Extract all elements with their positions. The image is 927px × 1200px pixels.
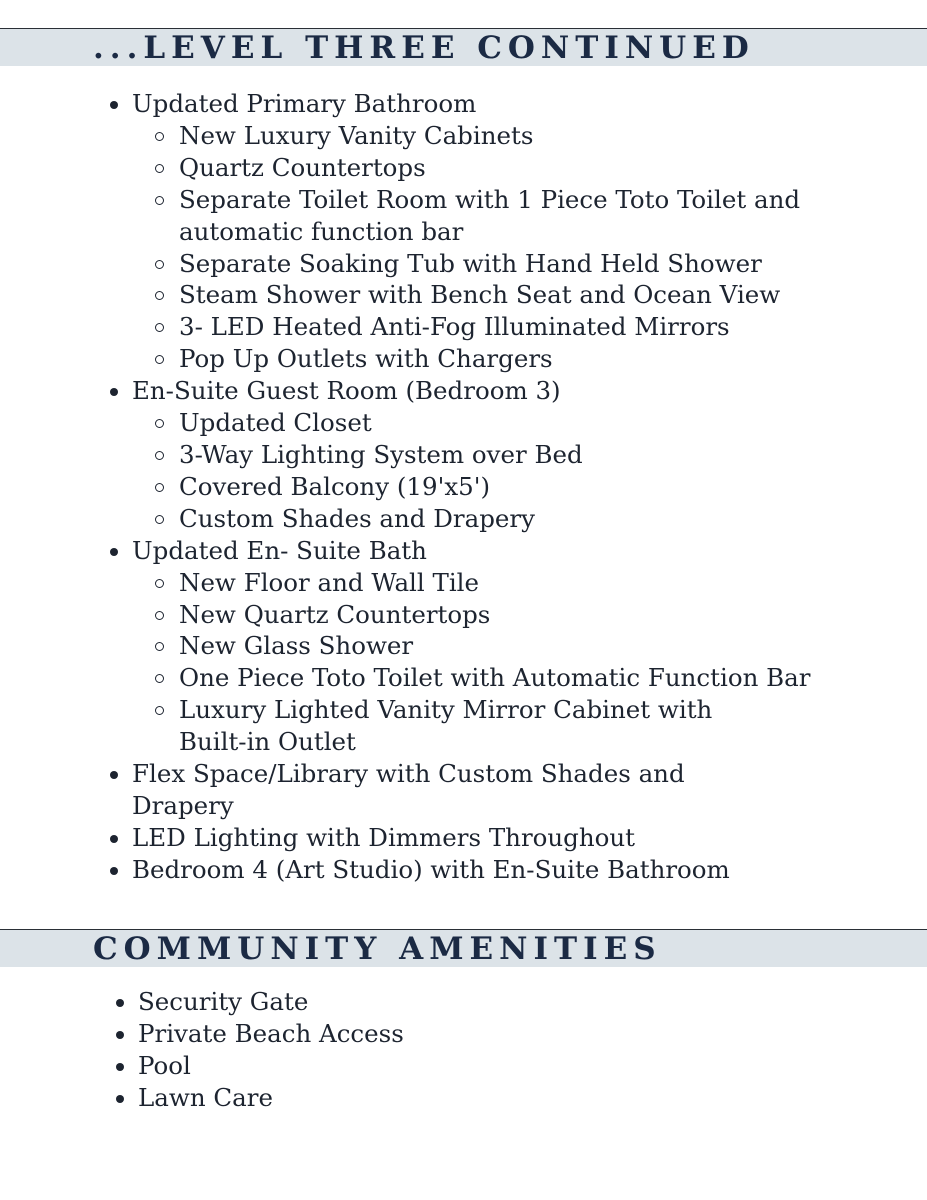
sub-list-item: Quartz Countertops xyxy=(132,152,906,184)
sub-list-item: Luxury Lighted Vanity Mirror Cabinet with Built-in Outlet xyxy=(132,694,906,758)
list-item: LED Lighting with Dimmers Throughout xyxy=(106,822,906,854)
sub-list-item: Pop Up Outlets with Chargers xyxy=(132,343,906,375)
list-item: Flex Space/Library with Custom Shades and Drapery xyxy=(106,758,906,822)
sub-list-item: New Luxury Vanity Cabinets xyxy=(132,120,906,152)
sub-list-item: 3-Way Lighting System over Bed xyxy=(132,439,906,471)
sub-list-item: Steam Shower with Bench Seat and Ocean View xyxy=(132,279,906,311)
list-item: Security Gate xyxy=(112,986,812,1018)
level-three-feature-list xyxy=(106,88,906,886)
sub-list-item: New Quartz Countertops xyxy=(132,599,906,631)
list-item-label: En-Suite Guest Room (Bedroom 3) xyxy=(132,376,561,406)
sub-list-item: 3- LED Heated Anti-Fog Illuminated Mirrors xyxy=(132,311,906,343)
sub-list-item: Updated Closet xyxy=(132,407,906,439)
sub-list-item: Separate Soaking Tub with Hand Held Shower xyxy=(132,248,906,280)
sub-list xyxy=(132,120,906,375)
list-item-label: Updated En- Suite Bath xyxy=(132,535,427,565)
list-item: Private Beach Access xyxy=(112,1018,812,1050)
sub-list xyxy=(132,407,906,535)
list-item xyxy=(106,375,906,535)
list-item xyxy=(106,535,906,758)
section-title: ...LEVEL THREE CONTINUED xyxy=(93,30,755,66)
community-amenities-list xyxy=(112,986,812,1114)
section-header-community-amenities xyxy=(0,929,927,967)
list-item xyxy=(106,88,906,375)
section-header-level-three xyxy=(0,28,927,66)
sub-list xyxy=(132,567,906,758)
list-item: Lawn Care xyxy=(112,1082,812,1114)
list-item: Pool xyxy=(112,1050,812,1082)
list-item-label: Updated Primary Bathroom xyxy=(132,89,477,118)
sub-list-item: Custom Shades and Drapery xyxy=(132,503,906,535)
list-item: Bedroom 4 (Art Studio) with En-Suite Bathroom xyxy=(106,854,906,886)
sub-list-item: New Glass Shower xyxy=(132,630,906,662)
section-title: COMMUNITY AMENITIES xyxy=(93,931,662,967)
sub-list-item: One Piece Toto Toilet with Automatic Function Bar xyxy=(132,662,906,694)
sub-list-item: New Floor and Wall Tile xyxy=(132,567,906,599)
sub-list-item: Separate Toilet Room with 1 Piece Toto Toilet and automatic function bar xyxy=(132,184,906,248)
sub-list-item: Covered Balcony (19'x5') xyxy=(132,471,906,503)
